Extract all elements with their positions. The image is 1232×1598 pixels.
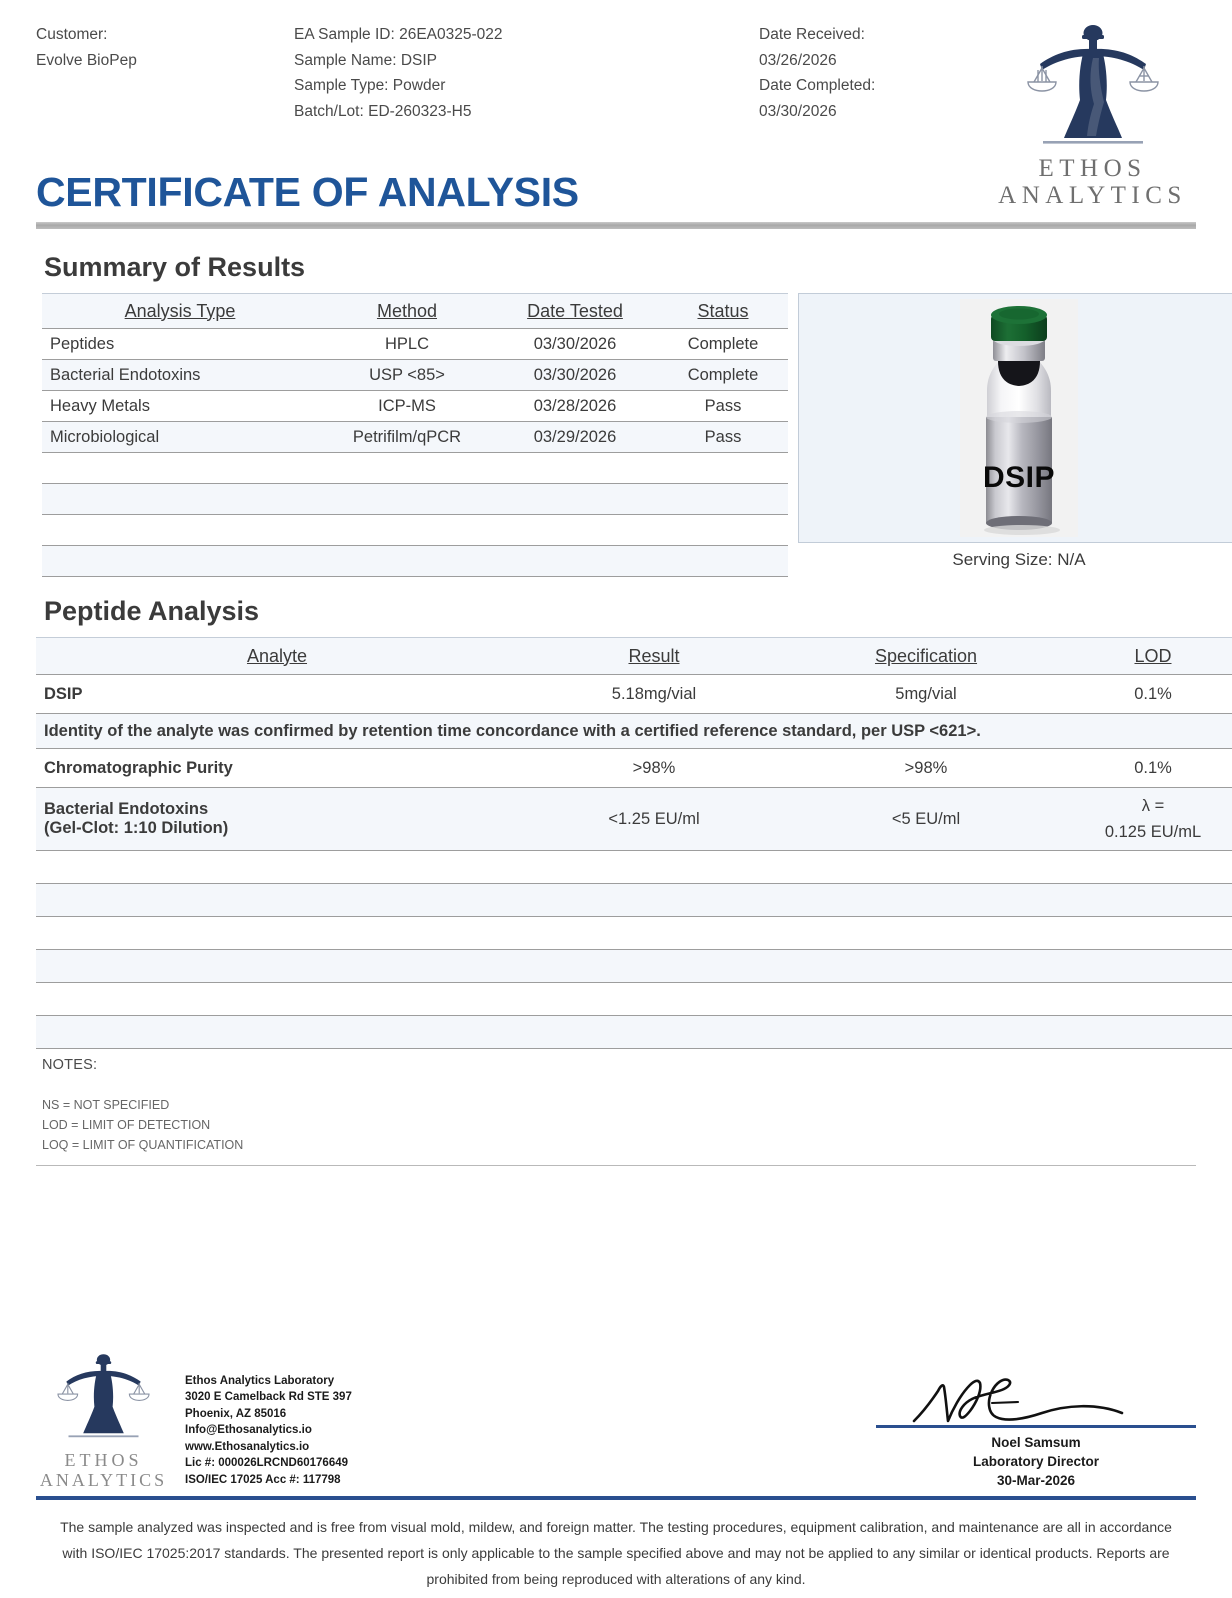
summary-section — [36, 293, 1196, 577]
lab-website[interactable]: www.Ethosanalytics.io — [185, 1440, 310, 1453]
lambda-line2: 0.125 EU/mL — [1104, 823, 1202, 841]
footer-logo — [36, 1353, 171, 1490]
cell-analyte: Chromatographic Purity — [36, 749, 518, 788]
customer-name: Evolve BioPep — [36, 51, 137, 69]
summary-header-row — [42, 294, 788, 329]
table-row-empty — [42, 453, 788, 484]
sample-name: Sample Name: DSIP — [294, 51, 437, 69]
date-received-label: Date Received: — [759, 26, 865, 43]
cell-analysis-type: Heavy Metals — [42, 391, 322, 422]
endotoxin-label-line1: Bacterial Endotoxins — [44, 800, 209, 818]
table-row-empty — [36, 851, 1232, 884]
serving-size: Serving Size: N/A — [952, 550, 1086, 569]
table-row-empty — [36, 1016, 1232, 1049]
table-row — [42, 329, 788, 360]
peptide-analysis-table — [36, 637, 1232, 1049]
table-row — [42, 391, 788, 422]
svg-text:DSIP: DSIP — [982, 461, 1056, 494]
cell-analysis-type: Bacterial Endotoxins — [42, 360, 322, 391]
notes-list — [36, 1095, 1196, 1155]
cell-lod-lambda — [1062, 788, 1232, 851]
table-row — [42, 360, 788, 391]
lambda-line1: λ = — [1141, 797, 1165, 815]
signature-line — [876, 1425, 1196, 1428]
peptide-col-specification: Specification — [790, 638, 1062, 675]
table-row — [42, 422, 788, 453]
summary-col-status: Status — [658, 294, 788, 329]
cell-date-tested: 03/28/2026 — [492, 391, 658, 422]
footer-logo-word-ethos: ETHOS — [64, 1450, 143, 1470]
signer-date: 30-Mar-2026 — [996, 1473, 1076, 1488]
summary-heading: Summary of Results — [44, 252, 306, 282]
brand-logo — [989, 22, 1196, 209]
cell-status: Complete — [658, 329, 788, 360]
cell-result: <1.25 EU/ml — [518, 788, 790, 851]
lab-name: Ethos Analytics Laboratory — [185, 1374, 335, 1387]
table-row-empty — [36, 884, 1232, 917]
lab-address-2: Phoenix, AZ 85016 — [185, 1407, 287, 1420]
sample-id: EA Sample ID: 26EA0325-022 — [294, 26, 503, 43]
table-row-empty — [36, 950, 1232, 983]
cell-spec: >98% — [790, 749, 1062, 788]
note-item: LOQ = LIMIT OF QUANTIFICATION — [42, 1138, 244, 1152]
note-item: NS = NOT SPECIFIED — [42, 1098, 170, 1112]
signature-icon — [876, 1369, 1196, 1431]
cell-status: Pass — [658, 391, 788, 422]
table-row — [36, 675, 1232, 714]
date-completed-value: 03/30/2026 — [759, 102, 837, 120]
lady-justice-scales-icon — [998, 24, 1188, 154]
cell-method: ICP-MS — [322, 391, 492, 422]
cell-analyte-endotoxins — [36, 788, 518, 851]
table-row-empty — [42, 484, 788, 515]
cell-date-tested: 03/30/2026 — [492, 329, 658, 360]
sample-type: Sample Type: Powder — [294, 77, 446, 94]
lab-address-block — [185, 1373, 352, 1491]
endotoxin-label-line2: (Gel-Clot: 1:10 Dilution) — [44, 819, 229, 837]
date-completed-label: Date Completed: — [759, 77, 876, 94]
lady-justice-scales-icon — [51, 1432, 156, 1449]
notes-heading: NOTES: — [42, 1057, 98, 1073]
customer-label: Customer: — [36, 26, 108, 43]
cell-date-tested: 03/29/2026 — [492, 422, 658, 453]
identity-note: Identity of the analyte was confirmed by retention time concordance with a certified reference standard, per USP <621>. — [36, 714, 1232, 749]
table-row-identity-note — [36, 714, 1232, 749]
cell-analysis-type: Peptides — [42, 329, 322, 360]
disclaimer-text: The sample analyzed was inspected and is free from visual mold, mildew, and foreign matter. The testing procedures, equipment calibration, and maintenance are all in accordance with ISO/IEC 17025:2017 standards. The presented report is only applicable to the sample specified above and may not be applied to any similar or identical products. Reports are prohibited from being reproduced with alterations of any kind. — [60, 1519, 1172, 1587]
cell-method: HPLC — [322, 329, 492, 360]
peptide-col-analyte: Analyte — [36, 638, 518, 675]
notes-divider — [36, 1165, 1196, 1166]
summary-col-date-tested: Date Tested — [492, 294, 658, 329]
date-received-value: 03/26/2026 — [759, 51, 837, 69]
note-item: LOD = LIMIT OF DETECTION — [42, 1118, 211, 1132]
notes-section — [36, 1057, 1196, 1166]
title-divider — [36, 222, 1196, 229]
sample-image-panel — [798, 293, 1232, 543]
peptide-heading: Peptide Analysis — [44, 596, 260, 626]
page-title: CERTIFICATE OF ANALYSIS — [36, 169, 579, 215]
cell-lod: 0.1% — [1062, 675, 1232, 714]
lab-email[interactable]: Info@Ethosanalytics.io — [185, 1424, 312, 1436]
signature-block — [876, 1369, 1196, 1490]
summary-col-analysis-type: Analysis Type — [42, 294, 322, 329]
logo-word-analytics: ANALYTICS — [998, 182, 1187, 209]
lab-license: Lic #: 000026LRCND60176649 — [185, 1457, 349, 1469]
summary-col-method: Method — [322, 294, 492, 329]
cell-status: Complete — [658, 360, 788, 391]
signer-name: Noel Samsum — [991, 1435, 1081, 1450]
cell-date-tested: 03/30/2026 — [492, 360, 658, 391]
table-row-endotoxins — [36, 788, 1232, 851]
document-footer — [36, 1330, 1196, 1598]
cell-result: >98% — [518, 749, 790, 788]
peptide-col-lod: LOD — [1062, 638, 1232, 675]
cell-analyte: DSIP — [36, 675, 518, 714]
cell-analysis-type: Microbiological — [42, 422, 322, 453]
table-row — [36, 749, 1232, 788]
cell-status: Pass — [658, 422, 788, 453]
peptide-header-row — [36, 638, 1232, 675]
peptide-col-result: Result — [518, 638, 790, 675]
table-row-empty — [36, 917, 1232, 950]
cell-method: Petrifilm/qPCR — [322, 422, 492, 453]
logo-word-ethos: ETHOS — [1038, 155, 1147, 182]
customer-block — [36, 22, 294, 140]
signer-role: Laboratory Director — [972, 1454, 1100, 1469]
cell-result: 5.18mg/vial — [518, 675, 790, 714]
batch-lot: Batch/Lot: ED-260323-H5 — [294, 102, 472, 120]
lab-accreditation: ISO/IEC 17025 Acc #: 117798 — [185, 1473, 341, 1486]
cell-lod: 0.1% — [1062, 749, 1232, 788]
vial-photo — [960, 299, 1078, 537]
dates-block — [759, 22, 989, 140]
summary-table — [42, 293, 788, 577]
cell-spec: <5 EU/ml — [790, 788, 1062, 851]
lab-address-1: 3020 E Camelback Rd STE 397 — [185, 1391, 352, 1403]
sample-block — [294, 22, 759, 140]
table-row-empty — [42, 546, 788, 577]
table-row-empty — [36, 983, 1232, 1016]
cell-spec: 5mg/vial — [790, 675, 1062, 714]
cell-method: USP <85> — [322, 360, 492, 391]
footer-logo-word-analytics: ANALYTICS — [39, 1470, 168, 1490]
table-row-empty — [42, 515, 788, 546]
